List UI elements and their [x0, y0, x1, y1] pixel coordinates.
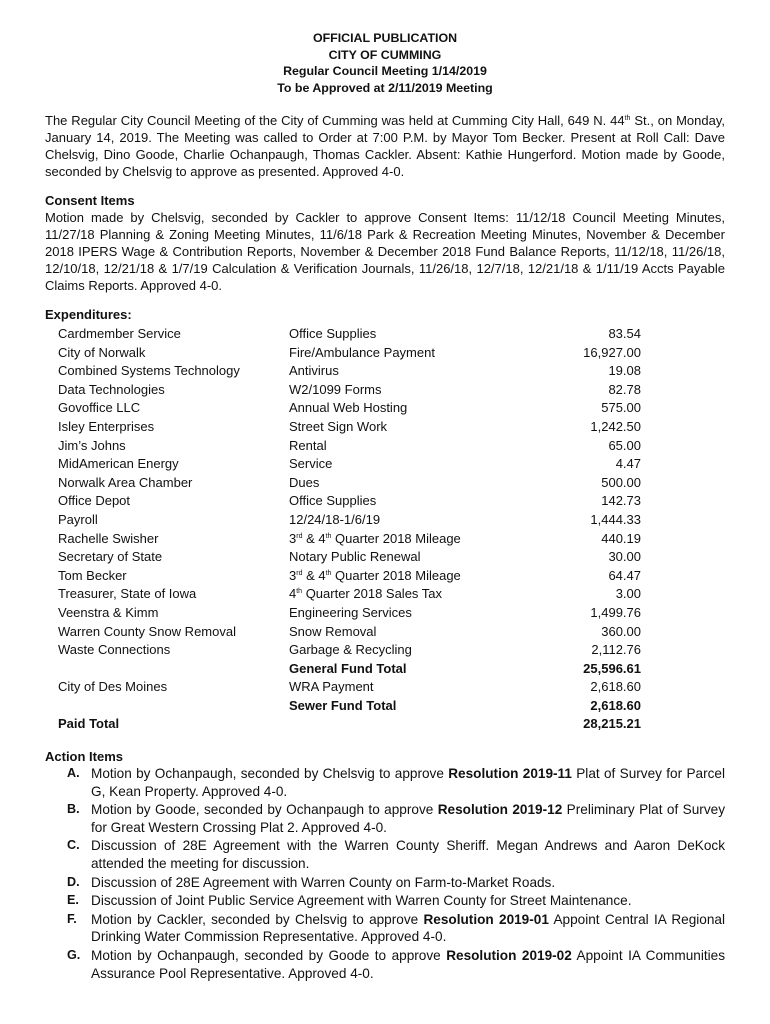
table-row — [45, 641, 641, 660]
description-cell: Office Supplies — [289, 326, 377, 341]
table-row — [45, 399, 641, 418]
list-marker: F. — [67, 911, 77, 926]
sewer-fund-total-label: Sewer Fund Total — [289, 697, 397, 713]
list-item: F. Motion by Cackler, seconded by Chelsvig to approve Resolution 2019-01 Appoint Central IA Regional Drinking Water Commission Representative. Approved 4-0. — [67, 911, 725, 945]
vendor-cell: Office Depot — [58, 493, 131, 509]
table-row — [45, 623, 641, 642]
description-cell: 3rd & 4th Quarter 2018 Mileage — [289, 530, 461, 546]
vendor-cell: Waste Connections — [58, 642, 171, 658]
description-cell: Fire/Ambulance Payment — [289, 344, 435, 360]
resolution-number: Resolution 2019-11 — [448, 766, 572, 782]
action-items-title: Action Items — [45, 749, 124, 765]
table-row — [45, 678, 641, 697]
paid-total-amount: 28,215.21 — [583, 716, 641, 732]
amount-cell: 2,112.76 — [591, 642, 641, 658]
amount-cell: 83.54 — [608, 326, 641, 341]
vendor-cell: Data Technologies — [58, 381, 165, 397]
document-header — [45, 30, 725, 96]
vendor-cell: Norwalk Area Chamber — [58, 474, 193, 490]
amount-cell: 142.73 — [601, 493, 641, 509]
table-row — [45, 418, 641, 437]
amount-cell: 4.47 — [615, 456, 641, 472]
amount-cell: 3.00 — [615, 586, 641, 602]
table-row — [45, 437, 641, 456]
table-row — [45, 325, 641, 344]
description-cell: Rental — [289, 437, 327, 453]
table-row — [45, 548, 641, 567]
header-title: OFFICIAL PUBLICATION — [312, 31, 458, 45]
amount-cell: 1,444.33 — [590, 511, 641, 527]
list-marker: C. — [67, 838, 80, 853]
sewer-fund-total-amount: 2,618.60 — [590, 697, 641, 713]
description-cell: Engineering Services — [289, 604, 412, 620]
paid-total-label: Paid Total — [58, 716, 120, 732]
table-row — [45, 455, 641, 474]
table-row — [45, 474, 641, 493]
table-row — [45, 381, 641, 400]
vendor-cell: MidAmerican Energy — [58, 456, 179, 472]
vendor-cell: City of Des Moines — [58, 679, 168, 695]
list-marker: E. — [67, 893, 79, 908]
table-row — [45, 585, 641, 604]
description-cell: Snow Removal — [289, 623, 377, 639]
header-meeting: Regular Council Meeting 1/14/2019 — [283, 64, 487, 78]
header-city: CITY OF CUMMING — [328, 47, 442, 62]
description-cell: Garbage & Recycling — [289, 642, 412, 658]
amount-cell: 30.00 — [608, 549, 641, 565]
description-cell: Antivirus — [289, 363, 339, 379]
description-cell: Service — [289, 456, 333, 472]
amount-cell: 500.00 — [601, 474, 641, 490]
vendor-cell: Govoffice LLC — [58, 400, 141, 416]
vendor-cell: City of Norwalk — [58, 344, 146, 360]
publication-page — [45, 30, 725, 983]
list-marker: D. — [67, 874, 80, 889]
list-item: G. Motion by Ochanpaugh, seconded by Goode to approve Resolution 2019-02 Appoint IA Communities Assurance Pool Representative. Approved 4-0. — [67, 948, 725, 981]
description-cell: Office Supplies — [289, 493, 377, 509]
resolution-number: Resolution 2019-12 — [437, 802, 563, 818]
table-row — [45, 567, 641, 586]
list-item: A. Motion by Ochanpaugh, seconded by Chelsvig to approve Resolution 2019-11 Plat of Survey for Parcel G, Kean Property. Approved 4-0. — [67, 766, 725, 799]
description-cell: 12/24/18-1/6/19 — [289, 511, 381, 527]
description-cell: W2/1099 Forms — [289, 381, 382, 397]
list-item: D. Discussion of 28E Agreement with Warren County on Farm-to-Market Roads. — [67, 874, 556, 890]
vendor-cell: Veenstra & Kimm — [58, 604, 159, 620]
consent-title: Consent Items — [45, 193, 135, 208]
amount-cell: 1,499.76 — [590, 604, 641, 620]
table-row — [45, 511, 641, 530]
header-approval: To be Approved at 2/11/2019 Meeting — [277, 80, 493, 95]
amount-cell: 65.00 — [608, 437, 641, 453]
description-cell: Annual Web Hosting — [289, 400, 408, 416]
table-row — [45, 604, 641, 623]
resolution-number: Resolution 2019-02 — [446, 948, 572, 963]
list-marker: G. — [67, 948, 81, 962]
amount-cell: 64.47 — [608, 567, 641, 583]
vendor-cell: Treasurer, State of Iowa — [58, 586, 197, 602]
table-row — [45, 362, 641, 381]
general-fund-total-row — [45, 660, 641, 679]
vendor-cell: Warren County Snow Removal — [58, 623, 236, 639]
resolution-number: Resolution 2019-01 — [423, 911, 549, 927]
general-fund-total-label: General Fund Total — [289, 660, 407, 676]
vendor-cell: Secretary of State — [58, 549, 163, 565]
amount-cell: 82.78 — [608, 381, 641, 397]
amount-cell: 16,927.00 — [583, 344, 641, 360]
table-row — [45, 530, 641, 549]
vendor-cell: Payroll — [58, 511, 98, 527]
description-cell: Street Sign Work — [289, 418, 388, 434]
vendor-cell: Combined Systems Technology — [58, 363, 240, 379]
vendor-cell: Jim’s Johns — [58, 437, 126, 453]
description-cell: 3rd & 4th Quarter 2018 Mileage — [289, 567, 461, 583]
list-marker: B. — [67, 802, 80, 817]
description-cell: 4th Quarter 2018 Sales Tax — [289, 586, 443, 602]
amount-cell: 575.00 — [601, 400, 641, 416]
description-cell: Dues — [289, 474, 320, 490]
intro-paragraph: The Regular City Council Meeting of the City of Cumming was held at Cumming City Hall, 649 N. 44th St., on Monday, January 14, 2019. The Meeting was called to Order at 7:00 P.M. by Mayor Tom Becker. Present at Roll Call: Dave Chelsvig, Dino Goode, Charlie Ochanpaugh, Thomas Cackler. Absent: Kathie Hungerford. Motion made by Goode, seconded by Chelsvig to approve as presented. Approved 4-0. — [45, 113, 725, 179]
list-item: B. Motion by Goode, seconded by Ochanpaugh to approve Resolution 2019-12 Preliminary Plat of Survey for Great Western Crossing Plat 2. Approved 4-0. — [67, 802, 725, 835]
description-cell: Notary Public Renewal — [289, 549, 421, 565]
vendor-cell: Rachelle Swisher — [58, 530, 159, 546]
consent-paragraph: Motion made by Chelsvig, seconded by Cackler to approve Consent Items: 11/12/18 Council Meeting Minutes, 11/27/18 Planning & Zoning Meeting Minutes, 11/6/18 Park & Recreation Meeting Minutes, November & December 2018 IPERS Wage & Contribution Reports, November & December 2018 Fund Balance Reports, 11/12/18, 11/26/18, 12/10/18, 12/21/18 & 1/7/19 Calculation & Verification Journals, 11/26/18, 12/7/18, 12/21/18 & 1/11/19 Accts Payable Claims Reports. Approved 4-0. — [45, 210, 725, 293]
amount-cell: 440.19 — [601, 530, 641, 546]
list-item: E. Discussion of Joint Public Service Agreement with Warren County for Street Maintenance. — [67, 893, 632, 909]
vendor-cell: Cardmember Service — [58, 326, 181, 341]
vendor-cell: Isley Enterprises — [58, 418, 155, 434]
amount-cell: 2,618.60 — [590, 679, 641, 695]
action-items-list — [45, 765, 725, 982]
description-cell: WRA Payment — [289, 679, 374, 695]
sewer-fund-total-row — [45, 697, 641, 716]
table-row — [45, 344, 641, 363]
vendor-cell: Tom Becker — [58, 567, 127, 583]
expenditures-title: Expenditures: — [45, 307, 132, 322]
general-fund-total-amount: 25,596.61 — [583, 660, 641, 676]
expenditures-table — [45, 325, 641, 734]
list-marker: A. — [67, 766, 80, 781]
table-row — [45, 492, 641, 511]
amount-cell: 19.08 — [608, 363, 641, 379]
amount-cell: 1,242.50 — [590, 418, 641, 434]
amount-cell: 360.00 — [601, 623, 641, 639]
paid-total-row — [45, 715, 641, 734]
list-item: C. Discussion of 28E Agreement with the Warren County Sheriff. Megan Andrews and Aaron DeKock attended the meeting for discussion. — [67, 838, 725, 872]
